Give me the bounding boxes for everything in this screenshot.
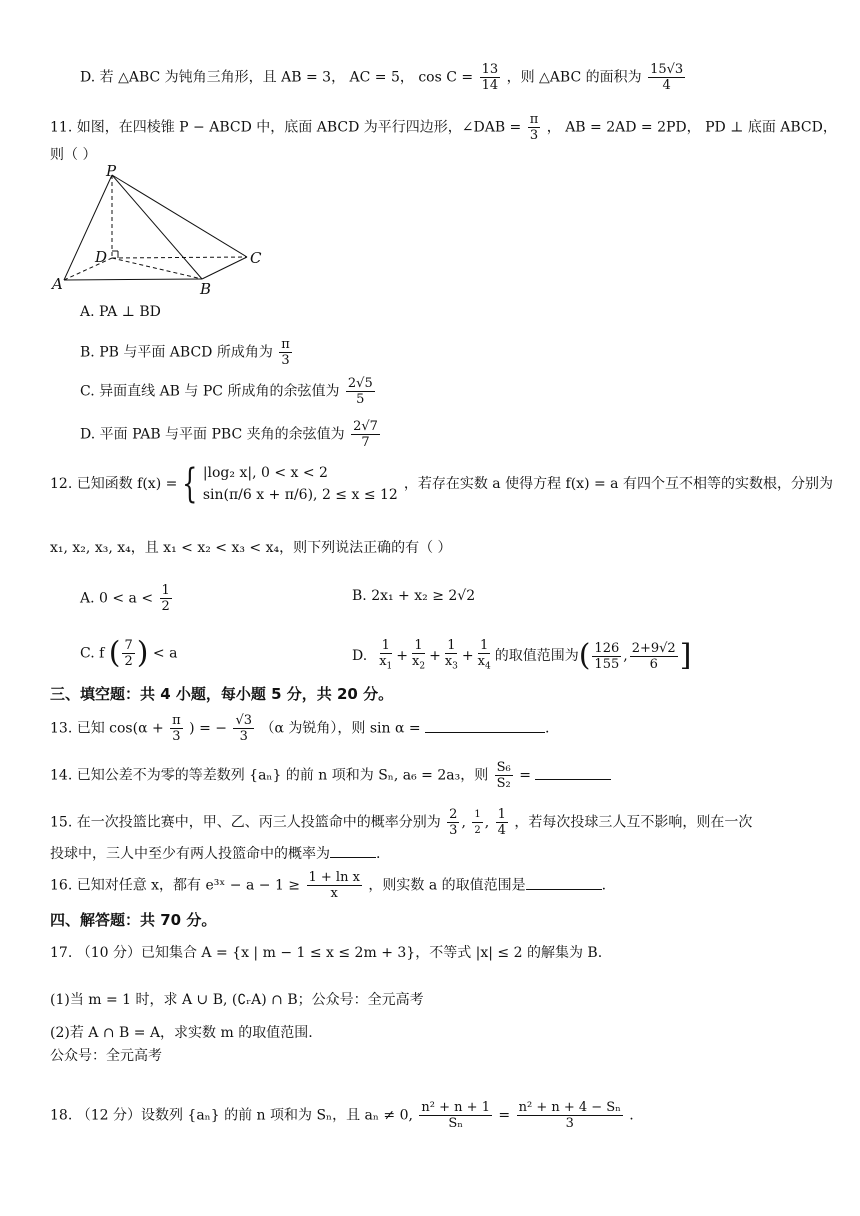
vertex-label-B: B [200, 280, 212, 298]
left-paren: ( [108, 635, 121, 671]
numerator: 2+9√2 [631, 640, 676, 656]
q12a-fraction [160, 583, 172, 614]
q16-fraction [307, 870, 362, 901]
numerator: n² + n + 4 − Sₙ [518, 1100, 621, 1115]
denominator: x [330, 886, 338, 901]
numerator: π [281, 337, 290, 352]
q12-option-d: D. $\frac{1}{x_1}$ + $\frac{1}{x_2}$ + $\frac{1}{x_3}$ + $\frac{1}{x_4}$ 的取值范围为 ( $\frac{126}{155}$ , $\frac{2+9√2}{6}$ ] [352, 638, 692, 674]
q11d-fraction [351, 419, 380, 450]
q10d-label: D. [80, 69, 96, 86]
denominator: 3 [281, 353, 290, 368]
q15-text: 15. 在一次投篮比赛中，甲、乙、丙三人投篮命中的概率分别为 [50, 814, 441, 831]
q15-line2 [50, 843, 380, 864]
q12-stem [50, 462, 833, 506]
denominator: S₂ [496, 776, 511, 791]
denominator: $x_4$ [477, 654, 491, 672]
numerator: √3 [235, 713, 253, 728]
q15-prob-1 [447, 807, 459, 838]
numerator: 2 [449, 807, 458, 822]
q11c-fraction [346, 376, 375, 407]
denominator: 2 [124, 654, 133, 669]
q11b-text: B. PB 与平面 ABCD 所成角为 [80, 344, 273, 361]
denominator: 3 [172, 729, 181, 744]
denominator: 7 [361, 435, 370, 450]
q15-line2-text: 投球中，三人中至少有两人投篮命中的概率为 [50, 846, 330, 862]
term-4 [476, 638, 493, 675]
edge-AB [64, 279, 202, 280]
q12d-mid: 的取值范围为 [494, 648, 579, 665]
q11-option-c [80, 376, 377, 407]
edge-BC [202, 257, 247, 279]
denominator: 2 [474, 825, 481, 836]
q18-end: . [629, 1107, 634, 1124]
q13-text: 13. 已知 cos(α + [50, 720, 164, 737]
q11-stem-line2: 则（ ） [50, 147, 97, 163]
right-bracket: ] [679, 638, 692, 674]
q10d-cos-fraction [480, 62, 501, 93]
q18-text: 18. （12 分）设数列 {aₙ} 的前 n 项和为 Sₙ，且 aₙ ≠ 0, [50, 1107, 413, 1124]
left-brace: { [182, 461, 198, 507]
vertex-label-A: A [52, 275, 63, 293]
answer-blank[interactable] [425, 718, 545, 733]
numerator: S₆ [496, 760, 511, 775]
right-paren: ) [136, 635, 149, 671]
edge-DC [112, 257, 247, 258]
q11-angle-fraction [528, 112, 541, 143]
q16 [50, 870, 606, 901]
denominator: 155 [594, 656, 620, 672]
q15-post: ，若每次投球三人互不影响，则在一次 [514, 814, 753, 831]
section-3-heading: 三、填空题：共 4 小题，每小题 5 分，共 20 分。 [50, 685, 394, 703]
q12d-label: D. [352, 648, 368, 665]
q11c-text: C. 异面直线 AB 与 PC 所成角的余弦值为 [80, 383, 340, 400]
q13-mid: ) = − [189, 720, 227, 737]
q11-option-b [80, 337, 294, 368]
q12a-text: A. 0 < a < [80, 590, 154, 607]
denominator: 3 [565, 1116, 574, 1131]
q16-end: . [601, 877, 607, 894]
numerator: 7 [124, 638, 133, 653]
q11-stem [50, 112, 837, 143]
q15: 15. 在一次投篮比赛中，甲、乙、丙三人投篮命中的概率分别为 $\frac{2}{3}$ , $\frac{1}{2}$ , $\frac{1}{4}$ ，若每次投球三人互不影响，则在一次 [50, 807, 753, 838]
q15-prob-2 [472, 807, 482, 838]
q11d-text: D. 平面 PAB 与平面 PBC 夹角的余弦值为 [80, 426, 345, 443]
q13 [50, 713, 550, 744]
numerator: 1 [447, 638, 456, 653]
denominator: 5 [356, 392, 365, 407]
q16-text: 16. 已知对任意 x，都有 e³ˣ − a − 1 ≥ [50, 877, 301, 894]
q17-part-2: (2)若 A ∩ B = A，求实数 m 的取值范围. [50, 1025, 313, 1041]
vertex-label-P: P [106, 165, 117, 180]
q17-note: 公众号：全元高考 [50, 1048, 162, 1064]
numerator: 1 [497, 807, 506, 822]
denominator: 14 [481, 78, 499, 93]
q15-prob-3 [496, 807, 508, 838]
pyramid-figure [50, 165, 280, 300]
piece-1: |log₂ x|, 0 < x < 2 [202, 465, 328, 481]
denominator: $x_1$ [379, 654, 393, 672]
q12-text: 12. 已知函数 f(x) = [50, 476, 178, 492]
q12c-text: C. f [80, 645, 105, 662]
denominator: 3 [239, 729, 248, 744]
answer-blank[interactable] [330, 843, 376, 858]
q10d-mid: ，则 △ABC 的面积为 [506, 69, 642, 86]
piecewise-cases [203, 462, 398, 506]
denominator: 3 [449, 823, 458, 838]
q12-text-2: ，若存在实数 a 使得方程 f(x) = a 有四个互不相等的实数根，分别为 [403, 476, 833, 492]
denominator: 2 [161, 599, 170, 614]
numerator: 15√3 [650, 62, 684, 77]
numerator: 1 [480, 638, 489, 653]
vertex-label-C: C [250, 249, 262, 267]
q17-part-1: (1)当 m = 1 时，求 A ∪ B, (∁ᵣA) ∩ B；公众号：全元高考 [50, 992, 424, 1008]
edge-PB [112, 175, 202, 279]
numerator: 126 [594, 640, 620, 656]
q14-post: = [519, 767, 531, 784]
numerator: 1 [161, 583, 170, 598]
q10-option-d [80, 62, 687, 93]
denominator: 3 [529, 128, 539, 143]
q11b-fraction [279, 337, 292, 368]
numerator: π [529, 112, 539, 127]
answer-blank[interactable] [526, 875, 602, 890]
q13-fraction-2 [233, 713, 254, 744]
q12-option-b: B. 2x₁ + x₂ ≥ 2√2 [352, 588, 476, 604]
q13-post: （α 为锐角），则 sin α = [260, 720, 421, 737]
q18-fraction-1 [419, 1100, 492, 1131]
q12-stem-line2: x₁, x₂, x₃, x₄，且 x₁ < x₂ < x₃ < x₄，则下列说法正确的有（ ） [50, 540, 452, 556]
denominator: 4 [662, 78, 671, 93]
q10d-text: 若 △ABC 为钝角三角形，且 AB = 3， AC = 5， cos C = [99, 69, 474, 86]
q11-stem-text-2: ， AB = 2AD = 2PD， PD ⊥ 底面 ABCD， [546, 119, 837, 136]
numerator: 13 [481, 62, 499, 77]
q12c-text-2: < a [152, 645, 178, 662]
q14-fraction [495, 760, 513, 791]
q18-fraction-2 [517, 1100, 623, 1131]
q18 [50, 1100, 634, 1131]
q15-end: . [376, 846, 381, 862]
numerator: 2√7 [353, 419, 378, 434]
q18-eq: = [498, 1107, 511, 1124]
q14 [50, 760, 611, 791]
range-lower [592, 641, 621, 672]
term-1 [377, 638, 394, 675]
numerator: 2√5 [347, 376, 373, 391]
term-3 [443, 638, 460, 675]
numerator: n² + n + 1 [421, 1100, 490, 1115]
answer-blank[interactable] [535, 765, 611, 780]
term-2 [410, 638, 427, 675]
q12-option-c [80, 635, 178, 671]
numerator: 1 [414, 638, 423, 653]
numerator: π [172, 713, 181, 728]
denominator: 6 [649, 656, 658, 672]
q12c-fraction [122, 638, 134, 669]
numerator: 1 [381, 638, 390, 653]
q11-stem-text: 11. 如图，在四棱锥 P − ABCD 中，底面 ABCD 为平行四边形，∠DAB = [50, 119, 522, 136]
q14-text: 14. 已知公差不为零的等差数列 {aₙ} 的前 n 项和为 Sₙ, a₆ = 2a₃，则 [50, 767, 489, 784]
q12-option-a [80, 583, 174, 614]
denominator: Sₙ [448, 1116, 463, 1131]
q17-stem: 17. （10 分）已知集合 A = {x | m − 1 ≤ x ≤ 2m + 3}，不等式 |x| ≤ 2 的解集为 B. [50, 945, 603, 961]
numerator: 1 + ln x [308, 870, 360, 885]
q11-option-d [80, 419, 382, 450]
q11-option-a: A. PA ⊥ BD [80, 304, 161, 320]
q13-end: . [545, 720, 550, 737]
range-upper [630, 641, 678, 672]
denominator: 4 [497, 823, 506, 838]
denominator: $x_3$ [444, 654, 458, 672]
q13-fraction-1 [170, 713, 183, 744]
denominator: $x_2$ [412, 654, 426, 672]
section-4-heading: 四、解答题：共 70 分。 [50, 911, 217, 929]
left-paren: ( [578, 638, 591, 674]
q16-post: ，则实数 a 的取值范围是 [368, 877, 526, 894]
numerator: 1 [472, 807, 482, 823]
edge-DB [112, 258, 202, 279]
edge-PC [112, 175, 247, 257]
piece-2: sin(π/6 x + π/6), 2 ≤ x ≤ 12 [202, 487, 398, 503]
q10d-area-fraction [648, 62, 685, 93]
vertex-label-D: D [95, 248, 108, 266]
